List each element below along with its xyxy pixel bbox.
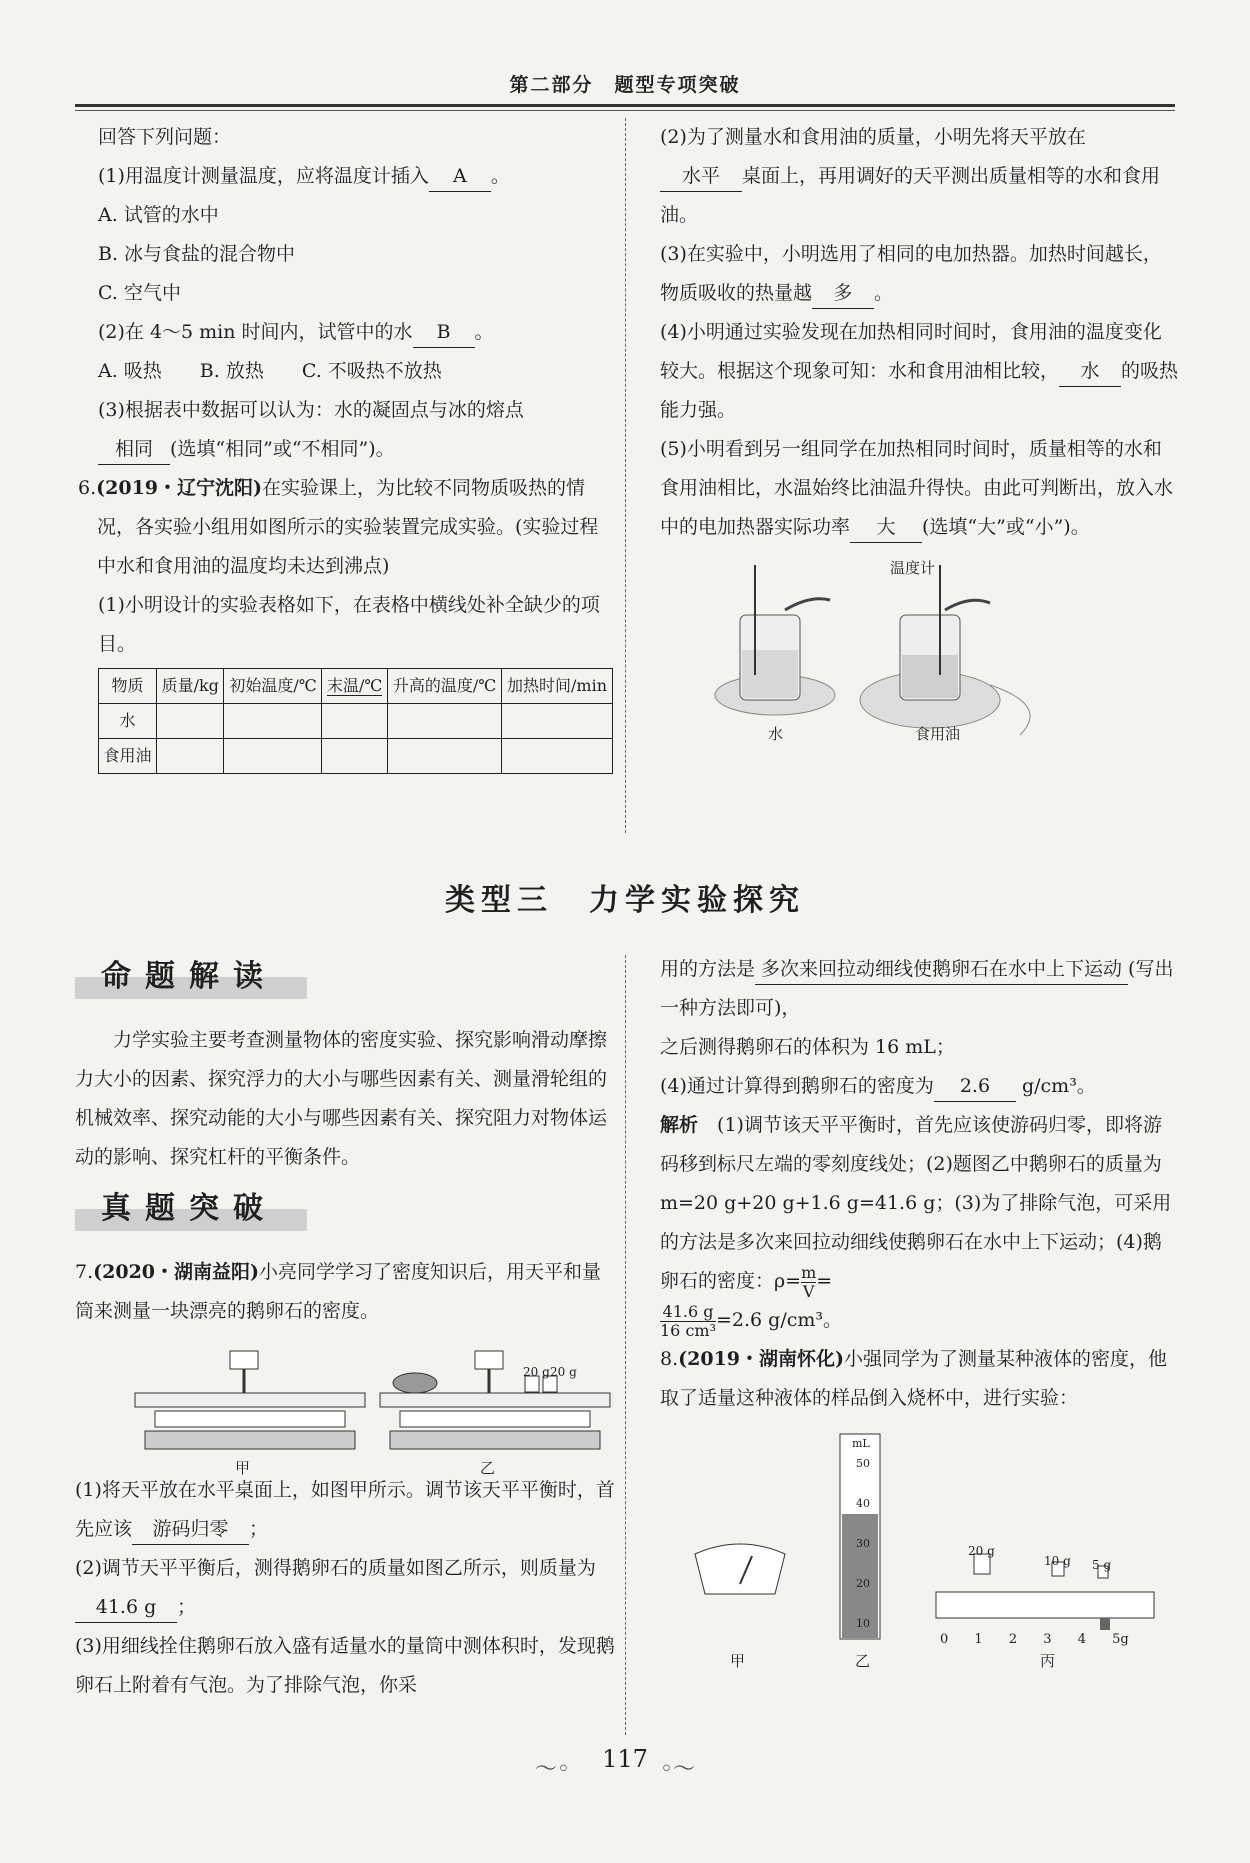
table-cell (224, 739, 322, 774)
column-divider-bottom (625, 955, 626, 1735)
q7-part3: (3)用细线拴住鹅卵石放入盛有适量水的量筒中测体积时，发现鹅卵石上附着有气泡。为了排除气泡，你采 (75, 1635, 615, 1696)
analysis-label: 解析 (660, 1114, 699, 1136)
p2-answer-line: 水平 桌面上，再用调好的天平测出质量相等的水和食用油。 (660, 157, 1180, 235)
figure-b-label: 乙 (855, 1652, 871, 1670)
q1-option-b: B. 冰与食盐的混合物中 (98, 243, 296, 265)
running-header: 第二部分 题型专项突破 (509, 74, 741, 96)
oil-label: 食用油 (915, 725, 961, 743)
p2-answer: 水平 (660, 161, 742, 192)
thermometer-label: 温度计 (890, 559, 936, 577)
table-cell (387, 704, 501, 739)
analysis: 解析 (1)调节该天平平衡时，首先应该使游码归零，即将游码移到标尺左端的零刻度线处；(2)题图乙中鹅卵石的质量为m=20 g+20 g+1.6 g=41.6 g；(3)为了排除气泡，可采用的方法是多次来回拉动细线使鹅卵石在水中上下运动；(4)鹅卵石的密度：ρ= $\frac{m}{V}$ = (660, 1114, 1172, 1301)
left-bottom-column (75, 955, 615, 1705)
banner-interpretation (75, 959, 615, 1001)
weight-label: 10 g (1044, 1554, 1071, 1568)
balance-drawing (75, 1331, 615, 1471)
banner-breakthrough (75, 1191, 615, 1233)
water-label: 水 (768, 725, 784, 743)
weight-label: 20 g (968, 1544, 995, 1558)
left-top-column (78, 118, 613, 774)
q7-part4: (4)通过计算得到鹅卵石的密度为 2.6 g/cm³。 (660, 1067, 1180, 1106)
table-row (99, 739, 613, 774)
q1-answer: A (429, 161, 491, 192)
table-header-cell: 末温/℃ (322, 669, 387, 704)
balance-figure (75, 1331, 615, 1477)
q3-line: (3)根据表中数据可以认为：水的凝固点与冰的熔点 (98, 399, 524, 421)
experiment-table (98, 668, 613, 774)
q8-text: 8.(2019・湖南怀化)小强同学为了测量某种液体的密度，他取了适量这种液体的样品倒入烧杯中，进行实验： (660, 1348, 1168, 1409)
density-fraction: $\frac{m}{V}$ (801, 1262, 817, 1301)
page-number: 117 (602, 1745, 648, 1773)
q8-figure (660, 1424, 1180, 1670)
figure-c-label: 丙 (1040, 1652, 1056, 1670)
p3-text: (3)在实验中，小明选用了相同的电加热器。加热时间越长，物质吸收的热量越 多 。 (660, 235, 1180, 313)
table-header-row (99, 669, 613, 704)
q7-part2-answer: 41.6 g (75, 1592, 177, 1623)
cylinder-tick: 50 (856, 1457, 870, 1470)
section-title: 类型三 力学实验探究 (445, 883, 805, 918)
q7-part4-answer: 2.6 (934, 1071, 1016, 1102)
q7-text: 7.(2020・湖南益阳)小亮同学学习了密度知识后，用天平和量筒来测量一块漂亮的鹅卵石的密度。 (75, 1261, 602, 1322)
p4-text: (4)小明通过实验发现在加热相同时间时，食用油的温度变化较大。根据这个现象可知：水和食用油相比较， 水 的吸热能力强。 (660, 321, 1179, 421)
right-top-column (660, 118, 1180, 755)
table-cell: 水 (99, 704, 157, 739)
weight-label: 20 g (523, 1365, 550, 1379)
q7-part3-continued: 用的方法是 多次来回拉动细线使鹅卵石在水中上下运动 (写出一种方法即可)， (660, 950, 1180, 1028)
q6-text: 6.(2019・辽宁沈阳)在实验课上，为比较不同物质吸热的情况，各实验小组用如图所示的实验装置完成实验。(实验过程中水和食用油的温度均未达到沸点) (78, 477, 599, 577)
table-cell (157, 704, 224, 739)
q6-part1: (1)小明设计的实验表格如下，在表格中横线处补全缺少的项目。 (98, 594, 600, 655)
header-rule-thin (75, 110, 1175, 111)
cylinder-ticks (856, 1444, 870, 1644)
scale-ticks: 0 1 2 3 4 5g (940, 1632, 1129, 1647)
figure-a-label: 甲 (235, 1459, 251, 1477)
table-header-cell: 加热时间/min (502, 669, 613, 704)
figure-a-label: 甲 (730, 1652, 746, 1670)
q2-options: A. 吸热 B. 放热 C. 不吸热不放热 (98, 360, 442, 382)
table-row (99, 704, 613, 739)
banner-text: 命题解读 (101, 959, 277, 994)
intro-line: 回答下列问题： (98, 126, 232, 148)
table-header-cell: 升高的温度/℃ (387, 669, 501, 704)
p2-line: (2)为了测量水和食用油的质量，小明先将天平放在 (660, 126, 1086, 148)
table-header-cell: 质量/kg (157, 669, 224, 704)
intro-paragraph: 力学实验主要考查测量物体的密度实验、探究影响滑动摩擦力大小的因素、探究浮力的大小与哪些因素有关、测量滑轮组的机械效率、探究动能的大小与哪些因素有关、探究阻力对物体运动的影响、探究杠杆的平衡条件。 (75, 1029, 608, 1168)
q2-stem: (2)在 4～5 min 时间内，试管中的水 B 。 (98, 313, 613, 352)
table-cell (502, 704, 613, 739)
ornament-right-icon: ◦〜 (660, 1757, 695, 1782)
table-cell (387, 739, 501, 774)
cylinder-tick: 20 (856, 1577, 870, 1590)
q1-option-a: A. 试管的水中 (98, 204, 219, 226)
header-rule (75, 104, 1175, 107)
table-cell (224, 704, 322, 739)
table-cell (322, 704, 387, 739)
table-cell (502, 739, 613, 774)
weight-label: 5 g (1092, 1558, 1112, 1572)
q1-stem: (1)用温度计测量温度，应将温度计插入 A 。 (98, 157, 613, 196)
q7-part3-answer: 多次来回拉动细线使鹅卵石在水中上下运动 (755, 954, 1128, 985)
p5-text: (5)小明看到另一组同学在加热相同时间时，质量相等的水和食用油相比，水温始终比油温升得快。由此可判断出，放入水中的电加热器实际功率 大 (选填“大”或“小”)。 (660, 430, 1180, 547)
table-cell (322, 739, 387, 774)
p3-answer: 多 (812, 278, 874, 309)
analysis-result: $\frac{41.6 g}{\text{16 cm³}}$ =2.6 g/cm³。 (660, 1301, 843, 1340)
q3-answer: 相同 (98, 434, 170, 465)
q7-part2: (2)调节天平平衡后，测得鹅卵石的质量如图乙所示，则质量为41.6 g ； (75, 1549, 615, 1627)
table-cell: 食用油 (99, 739, 157, 774)
right-bottom-column (660, 950, 1180, 1670)
cylinder-tick: 30 (856, 1537, 870, 1550)
heating-figure (660, 555, 1180, 755)
q7-part1-answer: 游码归零 (132, 1514, 249, 1545)
banner-text: 真题突破 (101, 1191, 277, 1226)
p5-answer: 大 (850, 512, 922, 543)
cylinder-tick: 40 (856, 1497, 870, 1510)
q7-part1: (1)将天平放在水平桌面上，如图甲所示。调节该天平平衡时，首先应该 游码归零 ； (75, 1471, 615, 1549)
q7-volume: 之后测得鹅卵石的体积为 16 mL； (660, 1036, 955, 1058)
q1-option-c: C. 空气中 (98, 282, 181, 304)
table-header-cell: 初始温度/℃ (224, 669, 322, 704)
cylinder-tick: 10 (856, 1617, 870, 1630)
cylinder-unit: mL (852, 1437, 870, 1450)
result-fraction: $\frac{41.6 g}{\text{16 cm³}}$ (660, 1301, 716, 1340)
figure-b-label: 乙 (480, 1459, 496, 1477)
column-divider-top (625, 118, 626, 833)
p4-answer: 水 (1059, 356, 1121, 387)
q2-answer: B (413, 317, 475, 348)
table-header-cell: 物质 (99, 669, 157, 704)
table-cell (157, 739, 224, 774)
weight-label: 20 g (550, 1365, 577, 1379)
ornament-left-icon: 〜◦ (535, 1757, 570, 1782)
q3-answer-line: 相同 (选填“相同”或“不相同”)。 (98, 430, 613, 469)
